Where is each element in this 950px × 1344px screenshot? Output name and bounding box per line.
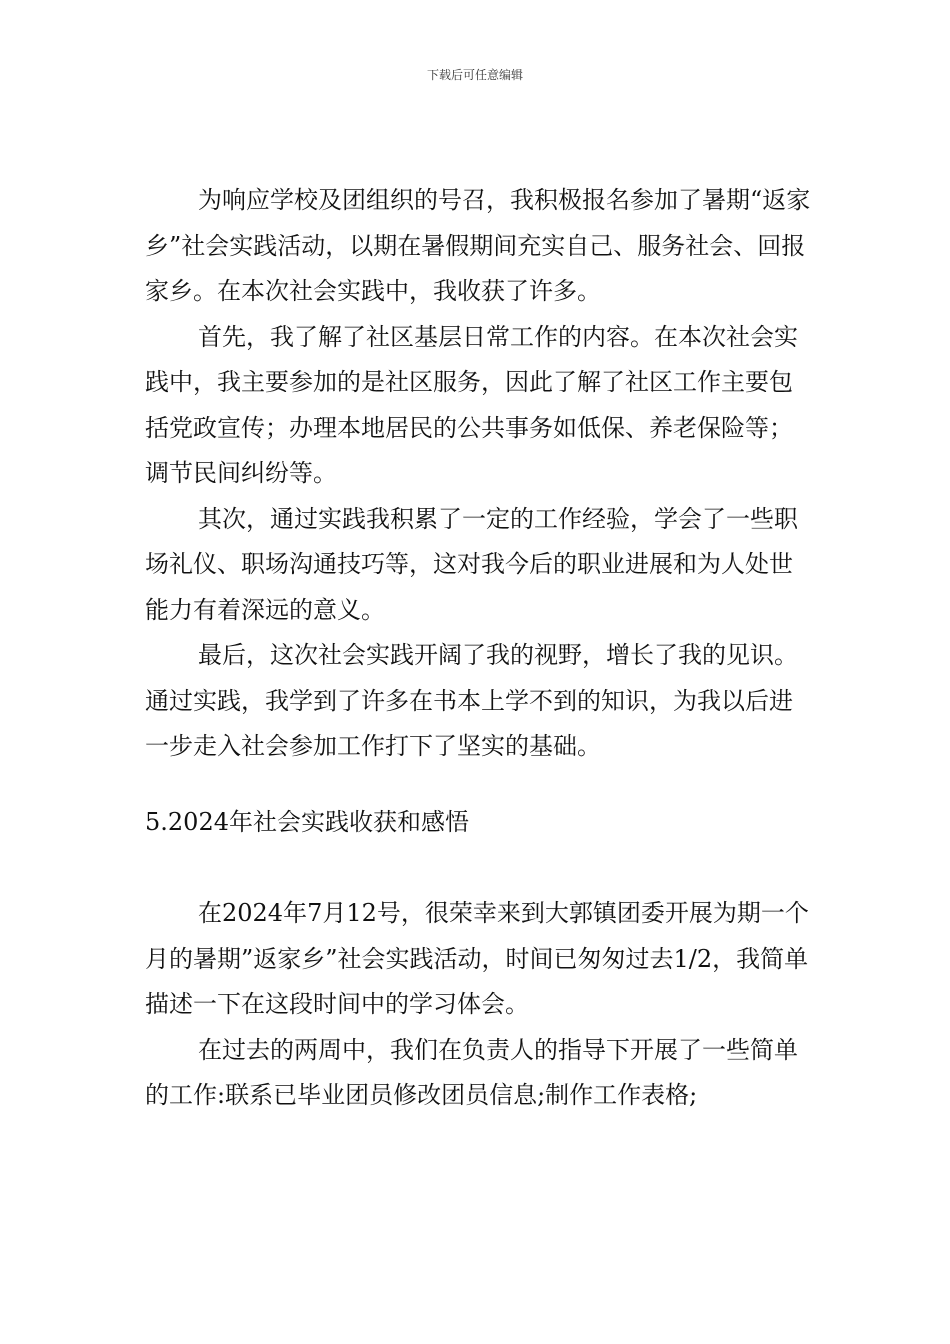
paragraph-second: 其次，通过实践我积累了一定的工作经验，学会了一些职场礼仪、职场沟通技巧等，这对我今后的职业进展和为人处世能力有着深远的意义。 bbox=[145, 504, 798, 624]
paragraph-date-intro: 在2024年7月12号，很荣幸来到大郭镇团委开展为期一个月的暑期”返家乡”社会实践活动，时间已匆匆过去1/2，我简单描述一下在这段时间中的学习体会。 bbox=[145, 899, 809, 1018]
document-body bbox=[145, 178, 815, 1119]
paragraph-last: 最后，这次社会实践开阔了我的视野，增长了我的见识。通过实践，我学到了许多在书本上学不到的知识，为我以后进一步走入社会参加工作打下了坚实的基础。 bbox=[145, 641, 798, 760]
section-heading: 5.2024年社会实践收获和感悟 bbox=[145, 807, 469, 836]
paragraph-intro: 为响应学校及团组织的号召，我积极报名参加了暑期“返家乡”社会实践活动，以期在暑假期间充实自己、服务社会、回报家乡。在本次社会实践中，我收获了许多。 bbox=[145, 186, 811, 305]
paragraph-work-summary: 在过去的两周中，我们在负责人的指导下开展了一些简单的工作:联系已毕业团员修改团员信息;制作工作表格; bbox=[145, 1035, 798, 1109]
paragraph-first: 首先，我了解了社区基层日常工作的内容。在本次社会实践中，我主要参加的是社区服务，因此了解了社区工作主要包括党政宣传；办理本地居民的公共事务如低保、养老保险等；调节民间纠纷等。 bbox=[145, 322, 798, 487]
spacer bbox=[145, 770, 815, 800]
page-header-note: 下载后可任意编辑 bbox=[426, 68, 523, 82]
spacer bbox=[145, 845, 815, 891]
